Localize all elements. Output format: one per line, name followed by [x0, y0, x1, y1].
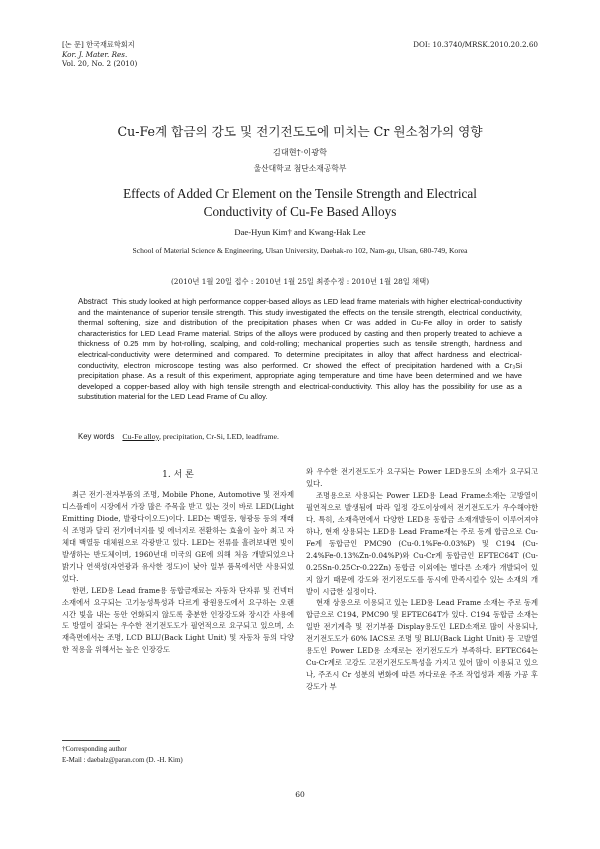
title-english-line2: Conductivity of Cu-Fe Based Alloys: [203, 203, 397, 219]
affiliation-korean: 울산대학교 첨단소재공학부: [253, 164, 347, 173]
journal-abbreviation: Kor. J. Mater. Res.: [62, 49, 128, 59]
corresponding-author: †Corresponding author: [62, 745, 127, 753]
title-english-line1: Effects of Added Cr Element on the Tensile Strength and Electrical: [123, 186, 477, 201]
title-korean: Cu-Fe계 합금의 강도 및 전기전도도에 미치는 Cr 원소첨가의 영향: [117, 124, 483, 139]
author-email[interactable]: E-Mail : daebalz@paran.com (D. -H. Kim): [62, 755, 183, 764]
keywords-label: Key words: [78, 432, 115, 441]
authors-korean: 김대현†·이광학: [272, 147, 328, 157]
journal-name-ko: [논 문] 한국재료학회지: [62, 40, 135, 49]
right-paragraph-2: 현재 상용으로 이용되고 있는 LED용 Lead Frame 소재는 주로 동계 합금으로 C194, PMC90 및 EFTEC64T가 있다. C194 동합금 소재는 일반 전기계측 및 전기부품 Display용도인 LED소재로 많이 사용되나, 전기전도도가 60% IACS로 조명 및 BLU(Back Light Unit) 등 고발열용도인 Power LED용 소재로는 전기전도도가 부족하다. EFTEC64는 Cu-Cr계로 고강도 고전기전도도특성을 가지고 있어 많이 이용되고 있으나, 주조시 Cr 성분의 변화에 따른 까다로운 주조 작업성과 제품 가공 후 강도가 부: [306, 598, 538, 692]
abstract-text: This study looked at high performance copper-based alloys as LED lead frame materials with higher electrical-conductivity and the maintenance of superior tensile strength. This study investigated the effects on the tensile strength, electrical conductivity, thermal softening, size and distribution of the precipitation phases when Cr was added in Cu-Fe alloy in order to satisfy characteristics for LED Lead Frame material. Strips of the alloys were produced by casting and then properly treated to achieve a thickness of 0.25 mm by hot-rolling, scalping, and cold-rolling; mechanical properties such as tensile strength, hardness and electrical-conductivity were determined and compared. To determine precipitates in alloy that affect hardness and electrical-conductivity, electron microscope testing was also performed. Cr showed the effect of precipitation hardened with a Cr₃Si precipitation phase. As a result of this experiment, appropriate aging temperature and time have been determined and we have developed a copper-based alloy with high tensile strength and electrical-conductivity. This alloy has the possibility for use as a substitution material for the LED Lead Frame of Cu alloy.: [78, 297, 522, 402]
keyword-link[interactable]: Cu-Fe alloy: [122, 432, 159, 441]
page-number: 60: [295, 790, 305, 799]
abstract-label: Abstract: [78, 297, 108, 306]
journal-volume: Vol. 20, No. 2 (2010): [62, 59, 138, 68]
journal-header: [62, 40, 137, 69]
left-paragraph-2: 한편, LED용 Lead frame용 동합금재료는 자동차 단자류 및 컨넥터소재에서 요구되는 고기능성특성과 다르게 광원용도에서 요구하는 오랜 시간 빛을 내는 동안 연화되지 않도록 충분한 인장강도와 장시간 사용에도 방열이 잘되는 우수한 전기전도도가 필연적으로 요구되고 있으며, 소재측면에서는 조명, LCD BLU(Back Light Unit) 및 자동차 등의 다양한 적용을 위해서는 높은 인장강도: [62, 585, 294, 655]
affiliation-english: School of Material Science & Engineering, Ulsan University, Daehak-ro 102, Nam-gu, Ulsan, 680-749, Korea: [132, 246, 468, 255]
right-column: [306, 466, 538, 693]
doi[interactable]: DOI: 10.3740/MRSK.2010.20.2.60: [413, 40, 538, 49]
footnote-divider: [62, 740, 120, 741]
keywords: [78, 432, 522, 441]
received-dates: (2010년 1월 20일 접수 : 2010년 1월 25일 최종수정 : 2010년 1월 28일 채택): [170, 277, 430, 286]
footnote: [62, 744, 183, 765]
keywords-rest: , precipitation, Cr-Si, LED, leadframe.: [158, 432, 279, 441]
right-paragraph-1: 조명용으로 사용되는 Power LED용 Lead Frame소재는 고방열이 필연적으로 발생됨에 따라 일정 강도이상에서 전기전도도가 우수해야한다. 특히, 소재측면에서 다양한 LED용 동합금 소재개발등이 이루어져야하나, 현재 상용되는 LED용 Lead Frame재는 주로 동계 합금으로 Cu-Fe계 동합금인 PMC90 (Cu-0.1%Fe-0.03%P) 및 C194 (Cu-2.4%Fe-0.13%Zn-0.04%P)와 Cu-Cr계 동합금인 EFTEC64T (Cu-0.25Sn-0.25Cr-0.22Zn) 동합금 이외에는 별다른 소재가 개발되어 있지 않기 때문에 강도와 전기전도도를 동시에 만족시킬수 있는 소재의 개발이 시급한 실정이다.: [306, 490, 538, 596]
authors-english: Dae-Hyun Kim† and Kwang-Hak Lee: [234, 227, 366, 237]
section-heading-introduction: 1. 서 론: [162, 470, 194, 480]
left-column: [62, 489, 294, 656]
left-paragraph-1: 최근 전기·전자부품의 조명, Mobile Phone, Automotive 및 전자제 디스플레이 시장에서 가장 많은 주목을 받고 있는 것이 바로 LED(Light Emitting Diode, 발광다이오드)이다. LED는 백열등, 형광등 등의 재래식 조명과 달리 전기에너지를 빛 에너지로 전환하는 효율이 높아 최고 자체대 백열등 대체원으로 각광받고 있다. LED는 전류를 흘려보내면 빛이 발생하는 반도체이며, 1960년대 미국의 GE에 의해 처음 개발되었으나 밝기나 연색성(자연광과 유사한 정도)이 낮아 일부 품목에서만 사용되었었다.: [62, 490, 294, 583]
abstract: [78, 297, 522, 403]
right-paragraph-0: 와 우수한 전기전도도가 요구되는 Power LED용도의 소재가 요구되고 있다.: [306, 467, 538, 488]
title-english: [0, 185, 600, 220]
